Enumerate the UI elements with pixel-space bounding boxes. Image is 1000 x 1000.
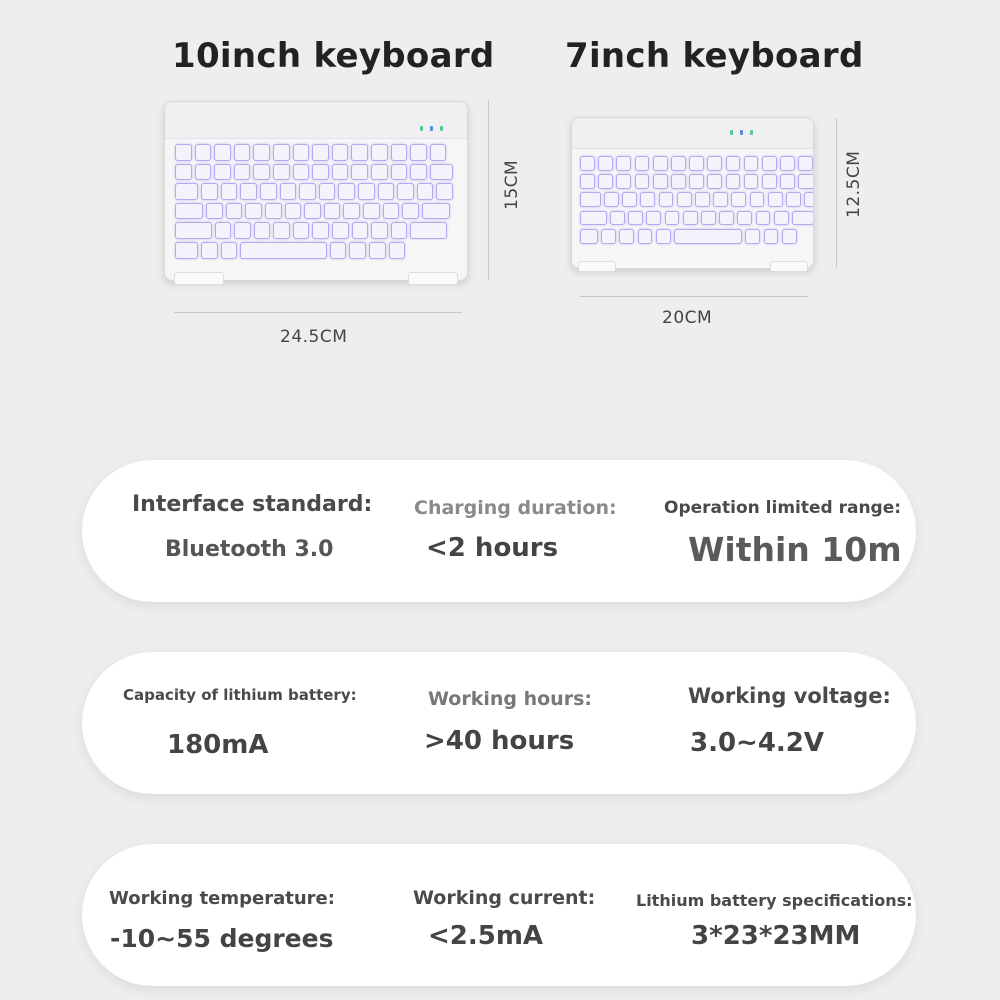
keyboard-key-row: [175, 164, 453, 181]
keyboard-key: [780, 174, 795, 189]
keyboard-key: [195, 164, 212, 181]
small-keyboard-title: 7inch keyboard: [565, 36, 864, 76]
keyboard-key: [792, 211, 814, 226]
keyboard-key: [659, 192, 674, 207]
keyboard-indicator-leds: [730, 130, 753, 135]
keyboard-key: [580, 211, 607, 226]
keyboard-key: [293, 222, 310, 239]
keyboard-indicator-leds: [420, 126, 443, 131]
keyboard-key-row: [175, 183, 453, 200]
keyboard-key: [619, 229, 634, 244]
spec-value: <2 hours: [426, 533, 559, 563]
keyboard-key: [707, 156, 722, 171]
spec-value: >40 hours: [424, 726, 575, 756]
large-width-label: 24.5CM: [280, 327, 348, 347]
keyboard-foot-left: [578, 261, 616, 272]
keyboard-key: [351, 164, 368, 181]
large-height-label: 15CM: [502, 159, 522, 210]
keyboard-key: [175, 183, 198, 200]
keyboard-key: [175, 242, 198, 259]
keyboard-key: [389, 242, 406, 259]
small-keyboard-image: [571, 117, 814, 269]
keyboard-key: [234, 144, 251, 161]
spec-label: Interface standard:: [132, 492, 373, 517]
keyboard-key: [260, 183, 277, 200]
large-keyboard-title: 10inch keyboard: [172, 36, 495, 76]
keyboard-key: [410, 164, 427, 181]
keyboard-key: [768, 192, 783, 207]
large-width-line: [174, 312, 462, 313]
keyboard-key: [656, 229, 671, 244]
keyboard-key: [695, 192, 710, 207]
keyboard-key: [622, 192, 637, 207]
spec-value: 3*23*23MM: [691, 921, 861, 951]
spec-card: [82, 844, 916, 986]
keyboard-key: [391, 164, 408, 181]
keyboard-key: [383, 203, 400, 220]
indicator-led: [750, 130, 753, 135]
spec-label: Working temperature:: [109, 888, 335, 909]
keyboard-key: [215, 222, 232, 239]
spec-label: Working hours:: [428, 688, 592, 710]
keyboard-key: [671, 156, 686, 171]
keyboard-key: [206, 203, 223, 220]
keyboard-foot-right: [770, 261, 808, 272]
keyboard-key: [726, 156, 741, 171]
keyboard-key: [371, 222, 388, 239]
keyboard-key: [234, 222, 251, 239]
keyboard-key: [265, 203, 282, 220]
keyboard-key: [319, 183, 336, 200]
keyboard-key: [616, 156, 631, 171]
large-keyboard-image: [164, 101, 468, 281]
keyboard-key: [744, 156, 759, 171]
keyboard-key: [422, 203, 450, 220]
keyboard-keys: [580, 156, 814, 247]
keyboard-key: [312, 222, 329, 239]
keyboard-key: [616, 174, 631, 189]
spec-label: Charging duration:: [414, 497, 617, 519]
keyboard-key: [764, 229, 779, 244]
keyboard-key: [580, 229, 598, 244]
keyboard-key: [774, 211, 789, 226]
spec-label: Lithium battery specifications:: [636, 891, 913, 910]
keyboard-key-row: [175, 203, 453, 220]
keyboard-key: [371, 164, 388, 181]
keyboard-key-row: [175, 242, 453, 259]
keyboard-key: [628, 211, 643, 226]
keyboard-key: [358, 183, 375, 200]
keyboard-key-row: [580, 229, 814, 244]
keyboard-key: [780, 156, 795, 171]
keyboard-key: [745, 229, 760, 244]
keyboard-key: [369, 242, 386, 259]
keyboard-key: [635, 174, 650, 189]
keyboard-key-row: [580, 156, 814, 171]
keyboard-key: [201, 183, 218, 200]
spec-label: Capacity of lithium battery:: [123, 686, 357, 704]
spec-card: [82, 460, 916, 602]
keyboard-key: [683, 211, 698, 226]
keyboard-key: [598, 156, 613, 171]
keyboard-key: [226, 203, 243, 220]
keyboard-key: [234, 164, 251, 181]
keyboard-top-strip: [572, 118, 813, 149]
keyboard-key: [214, 144, 231, 161]
keyboard-key: [240, 183, 257, 200]
small-height-label: 12.5CM: [844, 150, 864, 218]
keyboard-key: [201, 242, 218, 259]
keyboard-key-row: [175, 144, 453, 161]
keyboard-key: [378, 183, 395, 200]
keyboard-key: [744, 174, 759, 189]
keyboard-key: [254, 222, 271, 239]
keyboard-key: [397, 183, 414, 200]
spec-card: [82, 652, 916, 794]
keyboard-key: [580, 156, 595, 171]
keyboard-key: [273, 144, 290, 161]
spec-label: Working voltage:: [688, 684, 891, 708]
keyboard-key: [338, 183, 355, 200]
keyboard-key: [635, 156, 650, 171]
keyboard-key: [293, 144, 310, 161]
spec-value: -10~55 degrees: [110, 924, 334, 953]
keyboard-key: [273, 222, 290, 239]
keyboard-key: [363, 203, 380, 220]
spec-label: Operation limited range:: [664, 498, 902, 518]
keyboard-key: [671, 174, 686, 189]
keyboard-key: [330, 242, 347, 259]
keyboard-key: [430, 164, 453, 181]
keyboard-key: [221, 242, 238, 259]
keyboard-key: [713, 192, 728, 207]
keyboard-key: [601, 229, 616, 244]
keyboard-key: [580, 192, 601, 207]
keyboard-key: [580, 174, 595, 189]
keyboard-key: [701, 211, 716, 226]
small-width-label: 20CM: [662, 308, 713, 328]
keyboard-key: [402, 203, 419, 220]
keyboard-key: [786, 192, 801, 207]
spec-value: Bluetooth 3.0: [165, 537, 334, 562]
keyboard-key: [312, 144, 329, 161]
keyboard-key: [273, 164, 290, 181]
keyboard-key: [410, 222, 447, 239]
keyboard-key-row: [580, 211, 814, 226]
keyboard-key: [737, 211, 752, 226]
keyboard-key: [707, 174, 722, 189]
keyboard-key: [410, 144, 427, 161]
indicator-led: [420, 126, 423, 131]
spec-value: Within 10m: [688, 530, 902, 569]
keyboard-top-strip: [165, 102, 467, 139]
keyboard-key: [324, 203, 341, 220]
keyboard-key-row: [580, 174, 814, 189]
keyboard-key: [351, 144, 368, 161]
keyboard-key: [293, 164, 310, 181]
keyboard-key: [221, 183, 238, 200]
keyboard-key: [391, 144, 408, 161]
keyboard-key: [598, 174, 613, 189]
keyboard-key: [280, 183, 297, 200]
keyboard-key: [610, 211, 625, 226]
spec-value: <2.5mA: [428, 921, 544, 951]
keyboard-key: [689, 156, 704, 171]
keyboard-key: [653, 174, 668, 189]
keyboard-key: [756, 211, 771, 226]
spec-label: Working current:: [413, 887, 596, 909]
keyboard-key: [332, 144, 349, 161]
keyboard-key-row: [175, 222, 453, 239]
keyboard-key-row: [580, 192, 814, 207]
keyboard-key: [750, 192, 765, 207]
keyboard-keys: [175, 144, 453, 262]
keyboard-key: [804, 192, 814, 207]
keyboard-key: [677, 192, 692, 207]
keyboard-key: [689, 174, 704, 189]
spec-value: 3.0~4.2V: [690, 728, 825, 758]
large-height-line: [488, 100, 489, 280]
keyboard-key: [391, 222, 408, 239]
keyboard-key: [352, 222, 369, 239]
keyboard-key: [674, 229, 742, 244]
keyboard-key: [253, 164, 270, 181]
keyboard-key: [175, 222, 212, 239]
keyboard-key: [604, 192, 619, 207]
keyboard-key: [646, 211, 661, 226]
keyboard-key: [240, 242, 326, 259]
keyboard-key: [312, 164, 329, 181]
keyboard-key: [371, 144, 388, 161]
indicator-led: [730, 130, 733, 135]
keyboard-key: [195, 144, 212, 161]
spec-value: 180mA: [167, 730, 269, 760]
indicator-led: [430, 126, 433, 131]
keyboard-key: [299, 183, 316, 200]
indicator-led: [440, 126, 443, 131]
keyboard-key: [798, 156, 813, 171]
keyboard-key: [343, 203, 360, 220]
keyboard-key: [731, 192, 746, 207]
keyboard-key: [430, 144, 447, 161]
keyboard-key: [175, 144, 192, 161]
keyboard-key: [417, 183, 434, 200]
keyboard-foot-right: [408, 272, 458, 285]
keyboard-key: [719, 211, 734, 226]
keyboard-key: [762, 156, 777, 171]
keyboard-key: [214, 164, 231, 181]
keyboard-key: [640, 192, 655, 207]
keyboard-key: [285, 203, 302, 220]
keyboard-key: [665, 211, 680, 226]
small-width-line: [580, 296, 808, 297]
keyboard-key: [175, 203, 203, 220]
keyboard-key: [653, 156, 668, 171]
keyboard-key: [638, 229, 653, 244]
keyboard-key: [726, 174, 741, 189]
keyboard-foot-left: [174, 272, 224, 285]
keyboard-key: [762, 174, 777, 189]
keyboard-key: [436, 183, 453, 200]
keyboard-key: [304, 203, 321, 220]
keyboard-key: [798, 174, 814, 189]
keyboard-key: [175, 164, 192, 181]
keyboard-key: [332, 164, 349, 181]
keyboard-key: [332, 222, 349, 239]
small-height-line: [836, 118, 837, 268]
keyboard-key: [253, 144, 270, 161]
keyboard-key: [349, 242, 366, 259]
keyboard-key: [782, 229, 797, 244]
keyboard-key: [245, 203, 262, 220]
indicator-led: [740, 130, 743, 135]
